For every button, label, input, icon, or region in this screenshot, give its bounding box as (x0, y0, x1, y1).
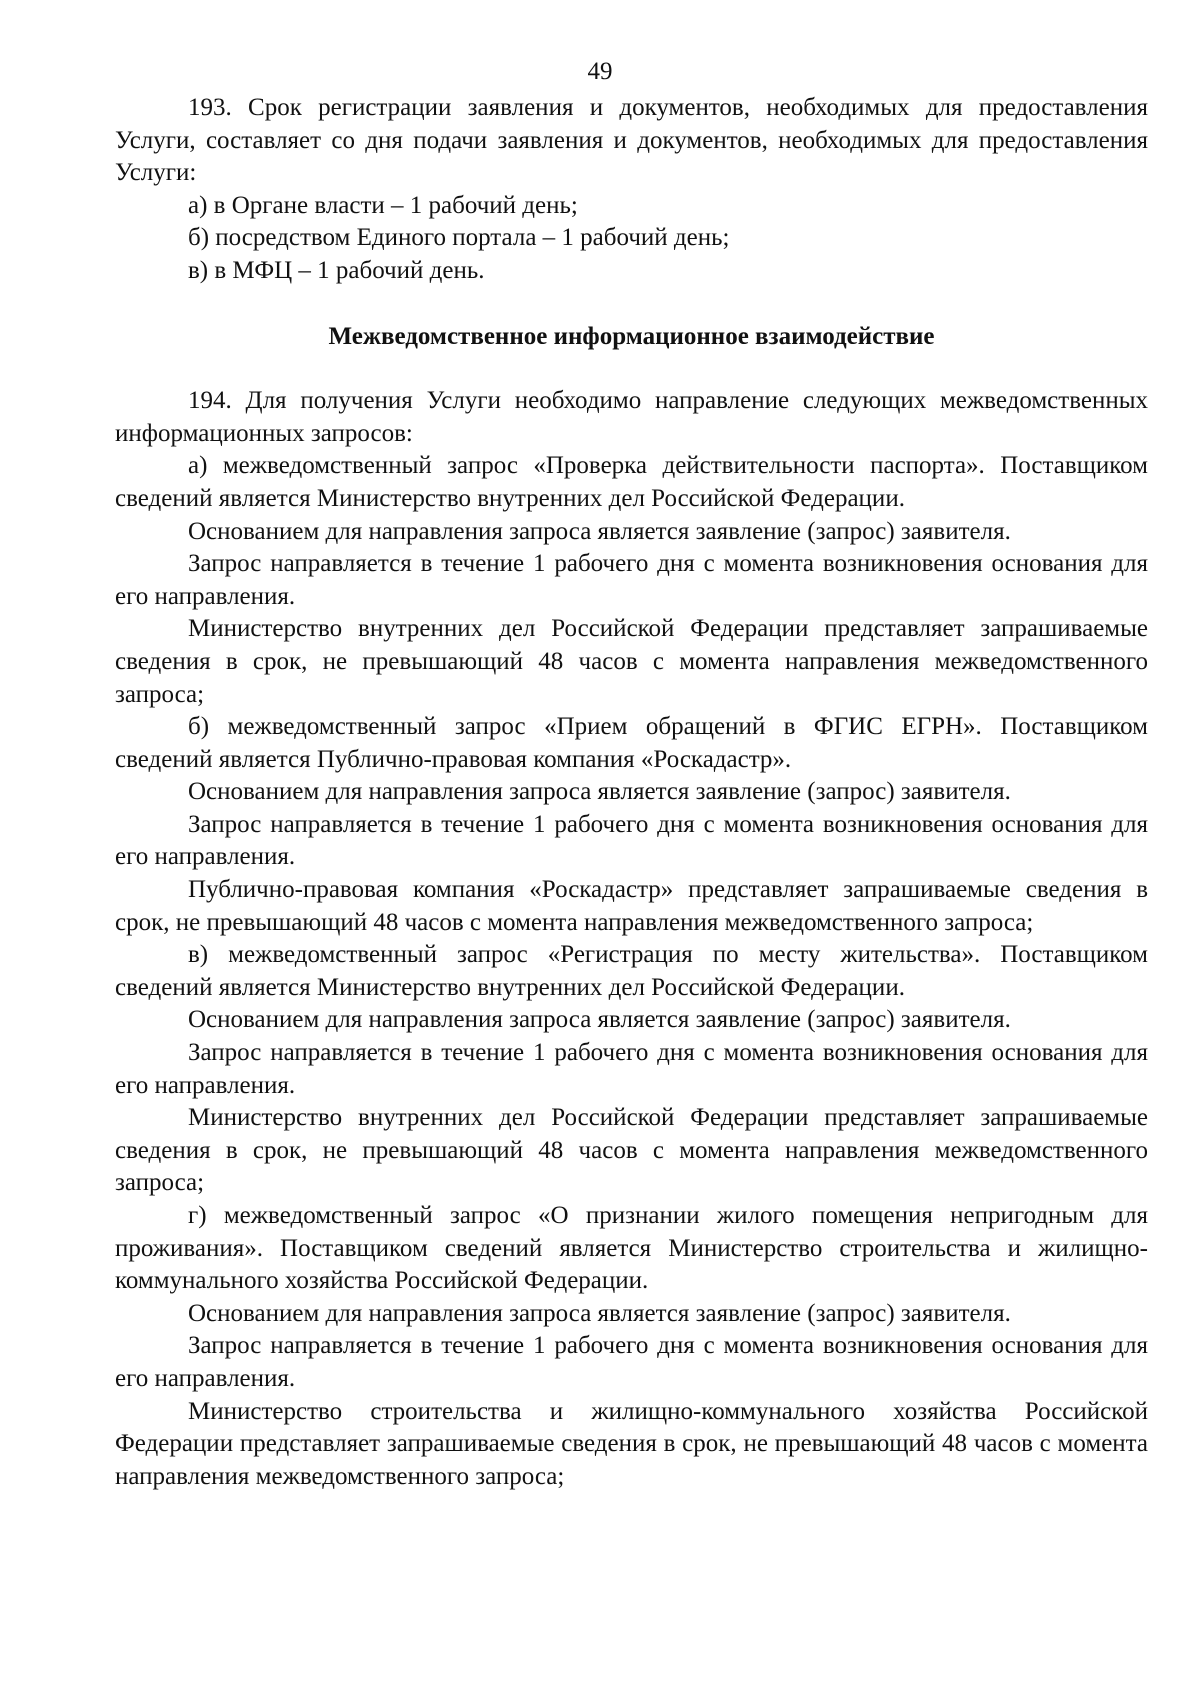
request-b-response: Публично-правовая компания «Роскадастр» представляет запрашиваемые сведения в срок, не превышающий 48 часов с момента направления межведомственного запроса; (115, 876, 1148, 936)
list-item-a: а) в Органе власти – 1 рабочий день; (188, 191, 578, 219)
section-heading: Межведомственное информационное взаимодействие (328, 322, 935, 350)
request-g-response: Министерство строительства и жилищно-коммунального хозяйства Российской Федерации представляет запрашиваемые сведения в срок, не превышающий 48 часов с момента направления межведомственного запроса; (115, 1397, 1148, 1490)
list-item-v: в) в МФЦ – 1 рабочий день. (188, 256, 485, 284)
page-number: 49 (587, 58, 613, 85)
list-item-b: б) посредством Единого портала – 1 рабочий день; (188, 224, 730, 252)
paragraph-194: 194. Для получения Услуги необходимо направление следующих межведомственных информационных запросов: (115, 387, 1148, 447)
request-a-response: Министерство внутренних дел Российской Федерации представляет запрашиваемые сведения в срок, не превышающий 48 часов с момента направления межведомственного запроса; (115, 615, 1148, 708)
request-v-response: Министерство внутренних дел Российской Федерации представляет запрашиваемые сведения в срок, не превышающий 48 часов с момента направления межведомственного запроса; (115, 1104, 1148, 1197)
request-a-basis: Основанием для направления запроса является заявление (запрос) заявителя. (188, 517, 1011, 545)
request-b-basis: Основанием для направления запроса является заявление (запрос) заявителя. (188, 778, 1011, 806)
request-g: г) межведомственный запрос «О признании жилого помещения непригодным для проживания». Поставщиком сведений является Министерство строительства и жилищно-коммунального хозяйства Российской Федерации. (115, 1202, 1148, 1295)
request-v: в) межведомственный запрос «Регистрация по месту жительства». Поставщиком сведений является Министерство внутренних дел Российской Федерации. (115, 941, 1148, 1001)
request-v-basis: Основанием для направления запроса является заявление (запрос) заявителя. (188, 1006, 1011, 1034)
request-b: б) межведомственный запрос «Прием обращений в ФГИС ЕГРН». Поставщиком сведений является Публично-правовая компания «Роскадастр». (115, 713, 1148, 773)
request-a-timing: Запрос направляется в течение 1 рабочего дня с момента возникновения основания для его направления. (115, 550, 1148, 610)
request-b-timing: Запрос направляется в течение 1 рабочего дня с момента возникновения основания для его направления. (115, 810, 1148, 871)
request-v-timing: Запрос направляется в течение 1 рабочего дня с момента возникновения основания для его направления. (115, 1039, 1148, 1099)
request-g-basis: Основанием для направления запроса является заявление (запрос) заявителя. (188, 1299, 1011, 1327)
request-a: а) межведомственный запрос «Проверка действительности паспорта». Поставщиком сведений является Министерство внутренних дел Российской Федерации. (115, 452, 1148, 512)
paragraph-193: 193. Срок регистрации заявления и документов, необходимых для предоставления Услуги, составляет со дня подачи заявления и документов, необходимых для предоставления Услуги: (115, 94, 1148, 187)
document-body (115, 92, 1148, 1493)
request-g-timing: Запрос направляется в течение 1 рабочего дня с момента возникновения основания для его направления. (115, 1332, 1148, 1392)
